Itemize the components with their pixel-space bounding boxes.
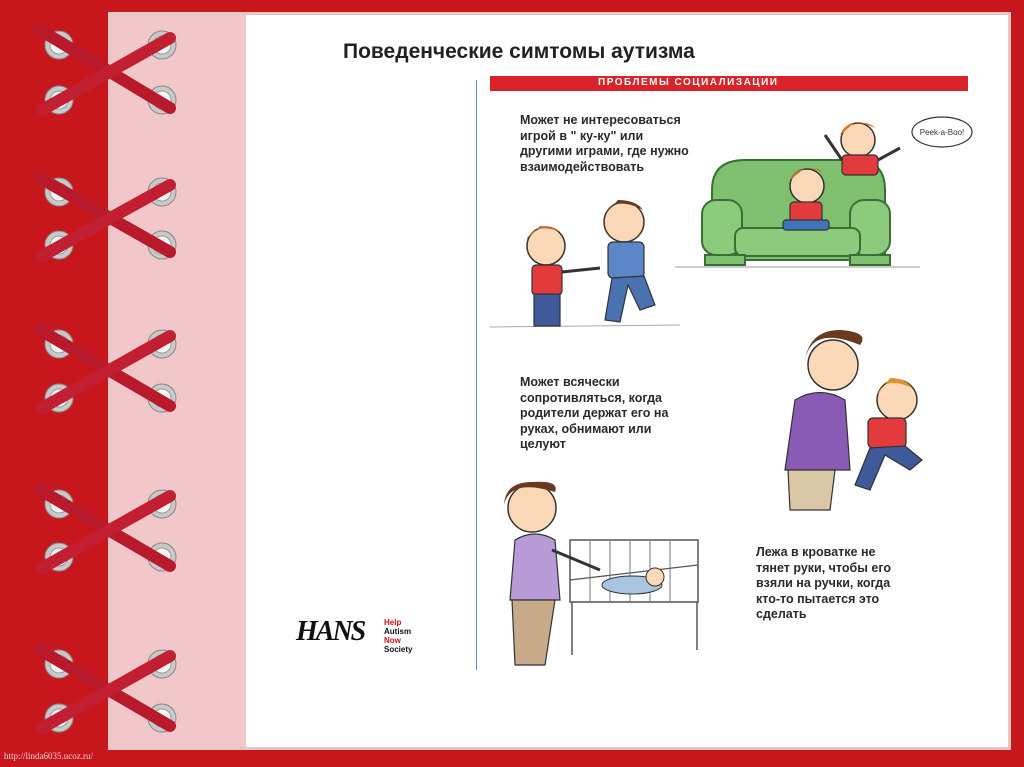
- symptom-text-peekaboo: Может не интересоваться игрой в " ку-ку" или другими играми, где нужно взаимодействовать: [520, 113, 689, 174]
- symptom-text-crib: Лежа в кроватке не тянет руки, чтобы его взяли на ручки, когда кто-то пытается это сделать: [756, 545, 892, 621]
- banner-label: ПРОБЛЕМЫ СОЦИАЛИЗАЦИИ: [598, 77, 779, 88]
- speech-bubble-text: Peek-a-Boo!: [919, 128, 965, 137]
- logo-wordmark: HANS: [296, 616, 365, 647]
- logo-line-help: Help: [384, 618, 402, 627]
- hugging-illustration: [785, 330, 922, 510]
- armchair-illustration: [675, 117, 972, 267]
- footer-url: http://linda6035.ucoz.ru/: [4, 751, 93, 761]
- logo-line-autism: Autism: [384, 627, 412, 636]
- symptom-text-hugging: Может всячески сопротивляться, когда родители держат его на руках, обнимают или целуют: [520, 375, 669, 451]
- crib-illustration: [504, 482, 698, 665]
- logo-line-now: Now: [384, 636, 401, 645]
- two-boys-illustration: [490, 200, 680, 327]
- logo-subtitle: [384, 618, 412, 654]
- page-title: Поведенческие симтомы аутизма: [343, 40, 695, 63]
- logo-line-society: Society: [384, 645, 413, 654]
